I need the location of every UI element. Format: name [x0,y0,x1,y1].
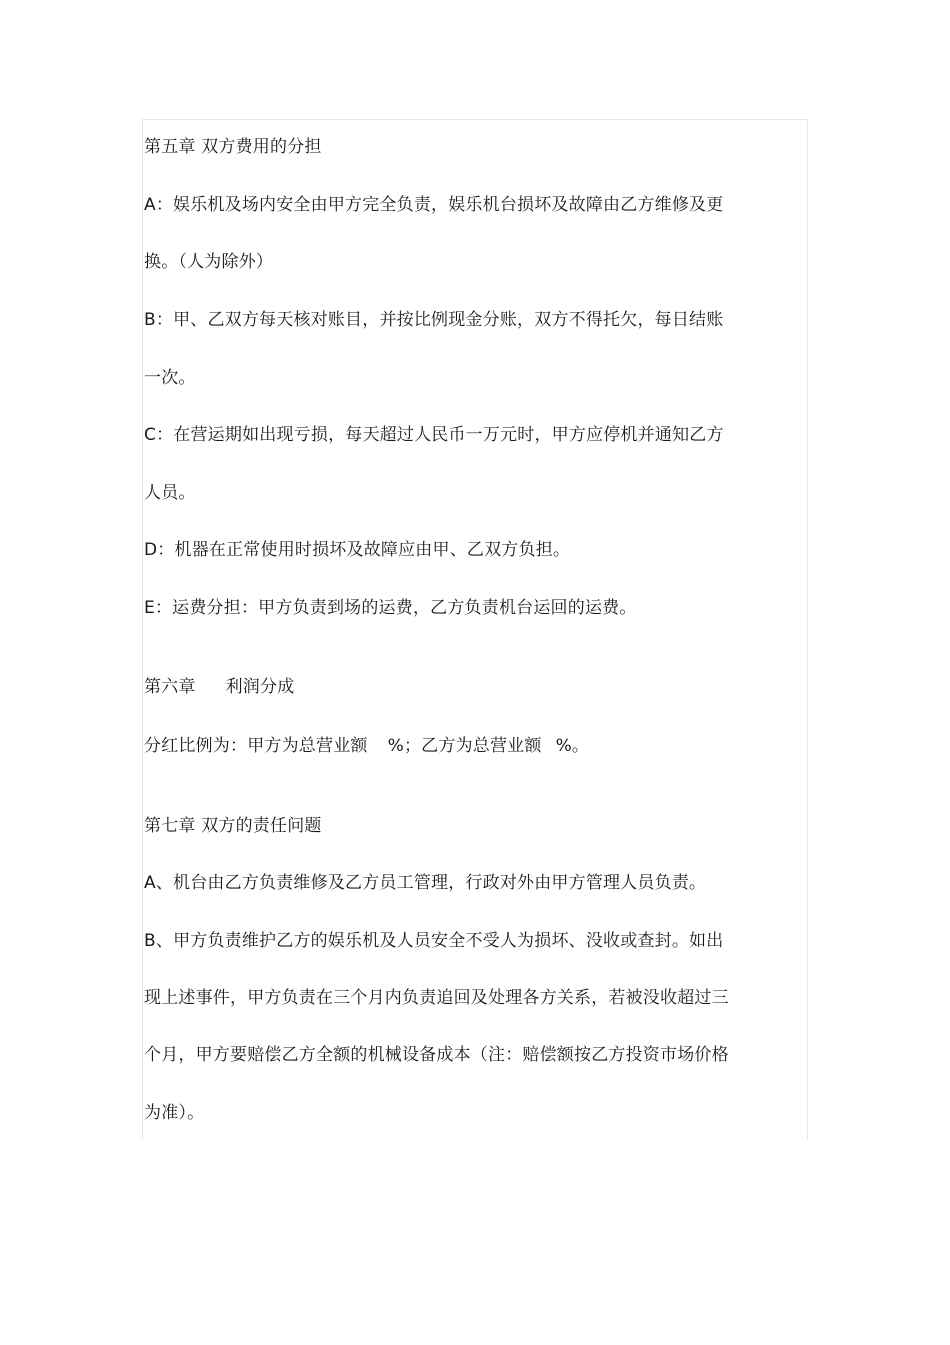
chapter5-item-b-line1: B：甲、乙双方每天核对账目，并按比例现金分账，双方不得托欠，每日结账 [144,310,724,330]
chapter6-ratio-end: %。 [555,736,590,756]
chapter5-item-c-line1: C：在营运期如出现亏损，每天超过人民币一万元时，甲方应停机并通知乙方 [144,425,724,445]
chapter6-heading-title: 利润分成 [225,677,295,697]
chapter7-item-a-line1: A、机台由乙方负责维修及乙方员工管理，行政对外由甲方管理人员负责。 [144,873,707,893]
chapter7-item-b-line3: 个月，甲方要赔偿乙方全额的机械设备成本（注：赔偿额按乙方投资市场价格 [144,1045,729,1065]
chapter5-item-e-line1: E：运费分担：甲方负责到场的运费，乙方负责机台运回的运费。 [144,598,637,618]
chapter6-ratio-party-b: %；乙方为总营业额 [387,736,542,756]
chapter5-item-a-line1: A：娱乐机及场内安全由甲方完全负责，娱乐机台损坏及故障由乙方维修及更 [144,195,724,215]
chapter6-heading [144,675,294,699]
chapter7-item-b-line1: B、甲方负责维护乙方的娱乐机及人员安全不受人为损坏、没收或查封。如出 [144,931,724,951]
chapter7-heading: 第七章 双方的责任问题 [144,816,322,836]
chapter5-item-a-line2: 换。（人为除外） [144,252,274,272]
chapter7-item-b-line2: 现上述事件，甲方负责在三个月内负责追回及处理各方关系，若被没收超过三 [144,988,729,1008]
chapter5-heading: 第五章 双方费用的分担 [144,137,322,157]
chapter6-ratio-party-a: 分红比例为：甲方为总营业额 [144,736,368,756]
chapter7-item-b-line4: 为准）。 [144,1103,205,1123]
chapter5-item-c-line2: 人员。 [144,483,196,503]
chapter6-ratio-line [144,734,589,758]
chapter6-heading-number: 第六章 [144,677,196,697]
chapter5-item-d-line1: D：机器在正常使用时损坏及故障应由甲、乙双方负担。 [144,540,571,560]
chapter5-item-b-line2: 一次。 [144,368,196,388]
